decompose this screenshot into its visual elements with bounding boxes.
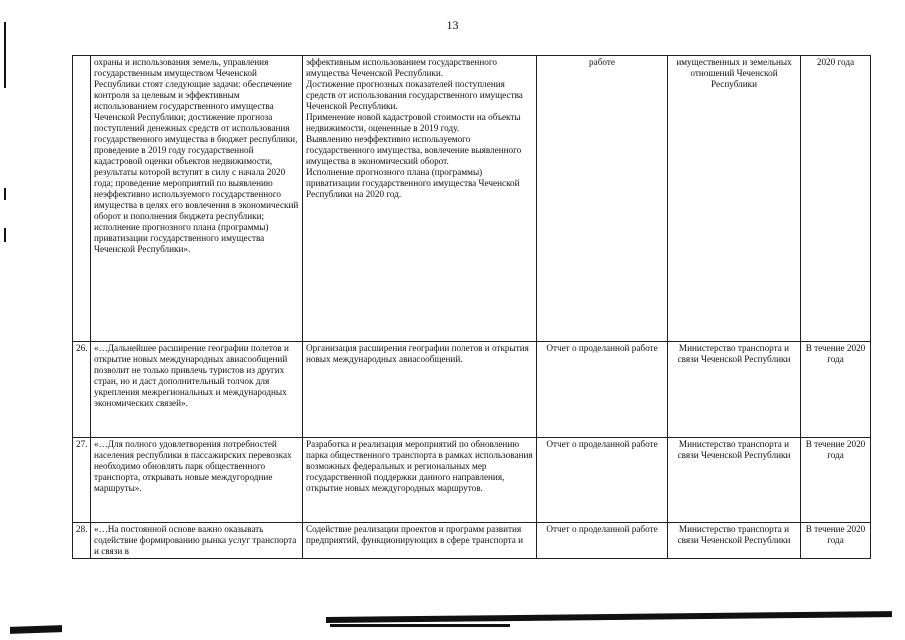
measures-cell: Содействие реализации проектов и программ развития предприятий, функционирующих в сфере транспорта и <box>303 523 537 559</box>
plan-table <box>72 55 871 559</box>
executor-cell: Министерство транспорта и связи Чеченской Республики <box>668 438 801 523</box>
scan-bottom-stroke-tail <box>330 624 510 627</box>
result-cell: Отчет о проделанной работе <box>537 438 668 523</box>
measures-cell: Разработка и реализация мероприятий по обновлению парка общественного транспорта в рамках использования возможных федеральных и региональных мер государственной поддержки данного направления, открытие новых междугородных маршрутов. <box>303 438 537 523</box>
table-row <box>73 438 871 523</box>
table-row <box>73 342 871 438</box>
row-number: 28. <box>73 523 91 559</box>
table-row <box>73 56 871 342</box>
row-number: 27. <box>73 438 91 523</box>
page-number: 13 <box>446 18 459 32</box>
goal-cell: «…Дальнейшее расширение географии полетов и открытие новых международных авиасообщений позволит не только привлечь туристов из других стран, но и даст дополнительный толчок для укрепления межрегиональных и международных экономических связей». <box>91 342 303 438</box>
executor-cell: имущественных и земельных отношений Чеченской Республики <box>668 56 801 342</box>
deadline-cell: В течение 2020 года <box>801 438 871 523</box>
measures-cell: эффективным использованием государственного имущества Чеченской Республики. Достижение прогнозных показателей поступления средств от использования государственного имущества Чеченской Республики. Применение новой кадастровой стоимости на объекты недвижимости, оцененные в 2019 году. Выявлению неэффективно используемого государственного имущества, вовлечение выявленного имущества в экономический оборот. Исполнение прогнозного плана (программы) приватизации государственного имущества Чеченской Республики на 2020 год. <box>303 56 537 342</box>
scan-edge-mark-middle <box>4 188 6 200</box>
goal-cell: «…На постоянной основе важно оказывать содействие формированию рынка услуг транспорта и связи в <box>91 523 303 559</box>
executor-cell: Министерство транспорта и связи Чеченской Республики <box>668 523 801 559</box>
executor-cell: Министерство транспорта и связи Чеченской Республики <box>668 342 801 438</box>
scan-bottom-stroke-right <box>326 611 892 623</box>
scan-edge-mark-top <box>4 22 6 88</box>
result-cell: работе <box>537 56 668 342</box>
scan-edge-mark-lower <box>4 228 6 242</box>
deadline-cell: 2020 года <box>801 56 871 342</box>
goal-cell: охраны и использования земель, управления государственным имуществом Чеченской Республики стоят следующие задачи: обеспечение контроля за целевым и эффективным использованием государственного имущества Чеченской Республики; достижение прогноза поступлений денежных средств от использования государственного имущества в бюджет республики, проведение в 2019 году государственной кадастровой оценки объектов недвижимости, результаты которой вступят в силу с начала 2020 года; проведение мероприятий по выявлению неэффективно используемого государственного имущества в целях его вовлечения в экономический оборот и пополнения бюджета республики; исполнение прогнозного плана (программы) приватизации государственного имущества Чеченской Республики». <box>91 56 303 342</box>
row-number <box>73 56 91 342</box>
deadline-cell: В течение 2020 года <box>801 523 871 559</box>
deadline-cell: В течение 2020 года <box>801 342 871 438</box>
result-cell: Отчет о проделанной работе <box>537 342 668 438</box>
goal-cell: «…Для полного удовлетворения потребностей населения республики в пассажирских перевозках необходимо обновлять парк общественного транспорта, открывать новые междугородние маршруты». <box>91 438 303 523</box>
measures-cell: Организация расширения географии полетов и открытия новых международных авиасообщений. <box>303 342 537 438</box>
scan-bottom-stroke-left <box>10 625 62 634</box>
row-number: 26. <box>73 342 91 438</box>
result-cell: Отчет о проделанной работе <box>537 523 668 559</box>
table-row <box>73 523 871 559</box>
